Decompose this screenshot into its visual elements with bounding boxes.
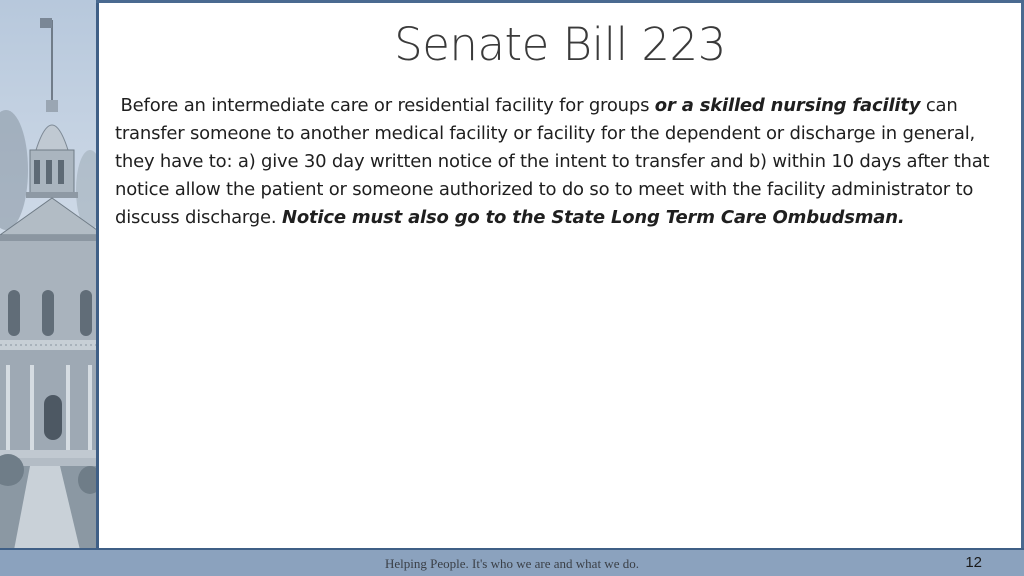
slide-title: Senate Bill 223 [394,18,726,71]
left-border [96,0,99,550]
body-text-part-1: Before an intermediate care or residential facility for groups [120,95,655,116]
slide-number: 12 [965,554,982,571]
body-text-emphasis-2: Notice must also go to the State Long Term Care Ombudsman. [281,207,905,228]
body-text-part-2: can transfer someone to another medical facility or facility for the dependent or discharge in general, they have to: a) give 30 day written notice of the intent to transfer and b) within 10 days after that notice allow the patient or someone authorized to do so to meet with the facility administrator to discuss discharge. [115,95,990,228]
slide-body [115,92,1005,232]
body-text-emphasis-1: or a skilled nursing facility [654,95,921,116]
capitol-building-image [0,0,96,550]
footer-tagline: Helping People. It's who we are and what we do. [385,556,639,571]
footer-bar [0,548,1024,576]
top-border [96,0,1024,3]
